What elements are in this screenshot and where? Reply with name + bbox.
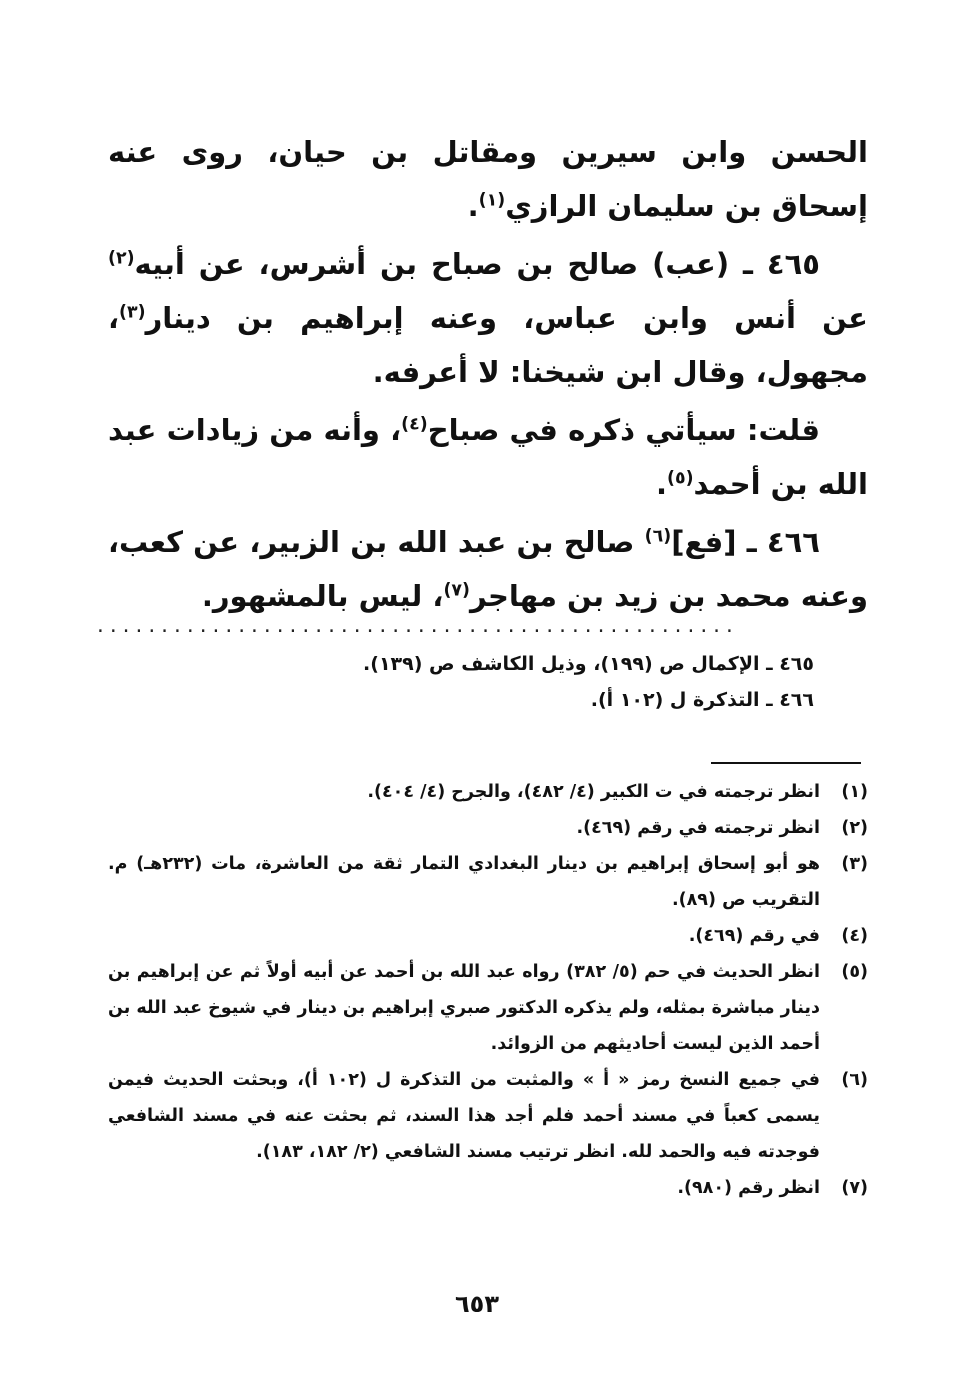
entry-465 xyxy=(108,237,868,399)
footnote xyxy=(108,1062,868,1170)
footnote xyxy=(108,954,868,1062)
footnote-number: (٦) xyxy=(841,1070,868,1090)
footnotes xyxy=(108,774,868,1206)
footnote-ref[interactable]: (١) xyxy=(478,190,506,211)
text-run: ، وأنه من زيادات عبد الله بن أحمد xyxy=(108,413,868,501)
footnote xyxy=(108,918,868,954)
footnote-rule xyxy=(711,762,861,764)
text-run: الحسن وابن سيرين ومقاتل بن حيان، روى عنه إسحاق بن سليمان الرازي xyxy=(108,135,868,223)
text-run: عن أنس وابن عباس، وعنه إبراهيم بن دينار xyxy=(145,301,868,335)
reference-line: ٤٦٥ ـ الإكمال ص (١٩٩)، وذيل الكاشف ص (١٣٩). xyxy=(363,653,814,675)
text-run: . xyxy=(655,467,667,501)
footnote-text: في رقم (٤٦٩). xyxy=(688,926,820,946)
footnote xyxy=(108,810,868,846)
footnote-ref[interactable]: (٣) xyxy=(119,302,146,323)
footnote-number: (٢) xyxy=(841,818,868,838)
footnote-ref[interactable]: (٧) xyxy=(443,580,470,601)
text-run: ، مجهول، وقال ابن شيخنا: لا أعرفه. xyxy=(108,301,868,389)
footnote-number: (٤) xyxy=(841,926,868,946)
dotted-separator: .................................................. xyxy=(95,616,737,636)
text-run: . xyxy=(467,189,479,223)
footnote-number: (١) xyxy=(841,782,868,802)
entry-references xyxy=(363,646,814,718)
footnote-text: هو أبو إسحاق إبراهيم بن دينار البغدادي التمار ثقة من العاشرة، مات (٢٣٢هـ) م. التقريب ص (٨٩). xyxy=(108,854,820,910)
footnote-ref[interactable]: (٤) xyxy=(401,414,428,435)
paragraph-continuation xyxy=(108,125,868,233)
footnote-number: (٥) xyxy=(841,962,868,982)
footnote-text: انظر رقم (٩٨٠). xyxy=(677,1178,820,1198)
footnote xyxy=(108,846,868,918)
footnote-ref[interactable]: (٦) xyxy=(644,526,672,547)
footnote-number: (٧) xyxy=(841,1178,868,1198)
footnote-text: انظر ترجمته في ت الكبير (٤/ ٤٨٢)، والجرح (٤/ ٤٠٤). xyxy=(367,782,820,802)
main-text xyxy=(108,125,868,627)
text-run: ٤٦٥ ـ (عب) صالح بن صباح بن أشرس، عن أبيه xyxy=(134,247,820,281)
text-run: قلت: سيأتي ذكره في صباح xyxy=(427,413,821,447)
reference-line: ٤٦٦ ـ التذكرة ل (١٠٢ أ). xyxy=(590,689,814,711)
footnote xyxy=(108,774,868,810)
footnote xyxy=(108,1170,868,1206)
text-run: صالح بن عبد الله بن الزبير، عن كعب، وعنه محمد بن زيد بن مهاجر xyxy=(108,525,868,613)
comment-paragraph xyxy=(108,403,868,511)
footnote-number: (٣) xyxy=(841,854,868,874)
footnote-text: انظر الحديث في حم (٥/ ٣٨٢) رواه عبد الله بن أحمد عن أبيه أولاً ثم عن إبراهيم بن دينار مباشرة بمثله، ولم يذكره الدكتور صبري إبراهيم بن دينار في شيوخ عبد الله بن أحمد الذين ليست أحاديثهم من الزوائد. xyxy=(108,962,820,1054)
footnote-ref[interactable]: (٥) xyxy=(667,468,694,489)
text-run: ، ليس بالمشهور. xyxy=(201,579,444,613)
footnote-ref[interactable]: (٢) xyxy=(108,248,135,269)
footnote-text: في جميع النسخ رمز « أ » والمثبت من التذكرة ل (١٠٢ أ)، وبحثت الحديث فيمن يسمى كعباً في مسند أحمد فلم أجد هذا السند، ثم بحثت عنه في مسند الشافعي فوجدته فيه والحمد لله. انظر ترتيب مسند الشافعي (٢/ ١٨٢، ١٨٣). xyxy=(108,1070,820,1162)
entry-466 xyxy=(108,515,868,623)
footnote-text: انظر ترجمته في رقم (٤٦٩). xyxy=(576,818,820,838)
page-number: ٦٥٣ xyxy=(455,1290,499,1318)
text-run: ٤٦٦ ـ [فع] xyxy=(671,525,820,559)
